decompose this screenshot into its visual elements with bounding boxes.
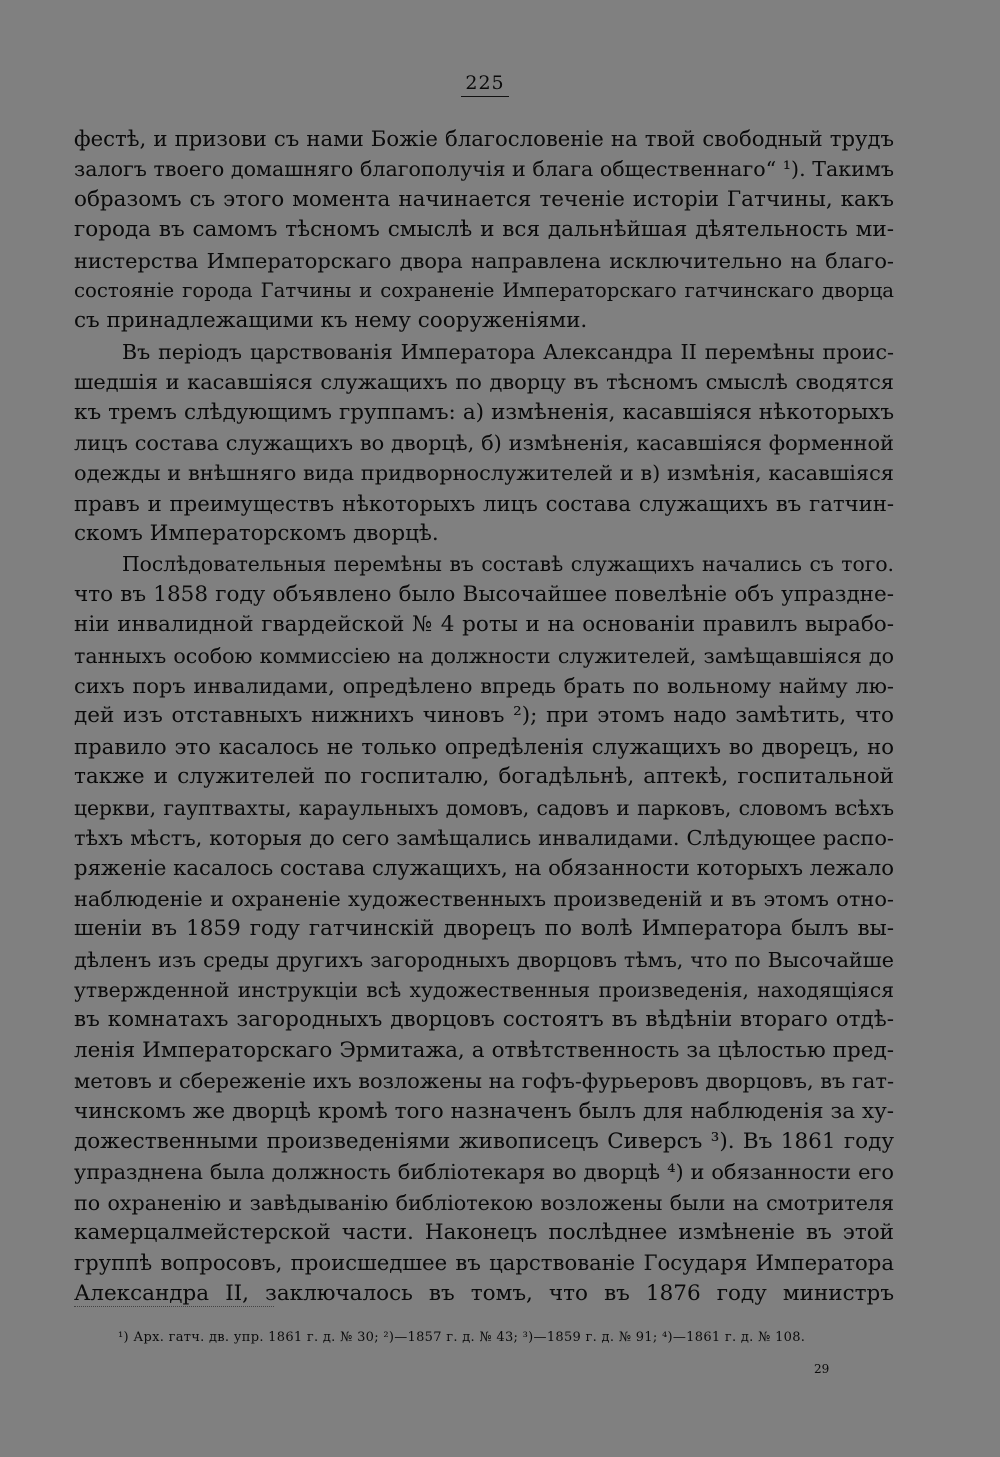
text-line: дожественными произведеніями живописецъ Сиверсъ ³). Въ 1861 году [74, 1128, 894, 1154]
text-line: шеніи въ 1859 году гатчинскій дворецъ по волѣ Императора былъ вы- [74, 916, 894, 942]
text-line: состояніе города Гатчины и сохраненіе Императорскаго гатчинскаго дворца [74, 278, 894, 302]
text-line: чинскомъ же дворцѣ кромѣ того назначенъ былъ для наблюденія за ху- [74, 1098, 894, 1124]
text-line: дѣленъ изъ среды другихъ загородныхъ дворцовъ тѣмъ, что по Высочайше [74, 947, 894, 972]
text-line: также и служителей по госпиталю, богадѣльнѣ, аптекѣ, госпитальной [74, 764, 894, 790]
text-line: метовъ и сбереженіе ихъ возложены на гофъ-фурьеровъ дворцовъ, въ гат- [74, 1069, 894, 1094]
text-line: Александра II, заключалось въ томъ, что въ 1876 году министръ [74, 1280, 894, 1306]
text-line: Послѣдовательныя перемѣны въ составѣ служащихъ начались съ того. [122, 552, 894, 577]
text-line: утвержденной инструкціи всѣ художественныя произведенія, находящіяся [74, 977, 894, 1002]
text-line: нистерства Императорскаго двора направлена исключительно на благо- [74, 248, 894, 273]
text-line: ленія Императорскаго Эрмитажа, а отвѣтственность за цѣлостью пред- [74, 1037, 894, 1063]
text-line: церкви, гауптвахты, караульныхъ домовъ, садовъ и парковъ, словомъ всѣхъ [74, 795, 894, 820]
text-line: къ тремъ слѣдующимъ группамъ: а) измѣненія, касавшіяся нѣкоторыхъ [74, 399, 894, 425]
footnote-divider [74, 1306, 274, 1307]
text-line: съ принадлежащими къ нему сооруженіями. [74, 308, 588, 334]
text-line: ряженіе касалось состава служащихъ, на обязанности которыхъ лежало [74, 855, 895, 881]
paragraph-2 [74, 337, 894, 550]
text-line: ніи инвалидной гвардейской № 4 роты и на основаніи правилъ вырабо- [74, 612, 894, 638]
text-line: залогъ твоего домашняго благополучія и блага общественнаго“ ¹). Такимъ [74, 157, 894, 182]
text-line: лицъ состава служащихъ во дворцѣ, б) измѣненія, касавшіяся форменной [74, 430, 894, 455]
text-line: шедшія и касавшіяся служащихъ по дворцу въ тѣсномъ смыслѣ сводятся [74, 370, 894, 395]
text-line: скомъ Императорскомъ дворцѣ. [74, 521, 439, 547]
body-text [74, 124, 894, 1309]
paragraph-3 [74, 549, 894, 1309]
paragraph-1 [74, 124, 894, 337]
text-line: въ комнатахъ загородныхъ дворцовъ состоятъ въ вѣдѣніи втораго отдѣ- [74, 1007, 894, 1033]
footnotes: ¹) Арх. гатч. дв. упр. 1861 г. д. № 30; ²)—1857 г. д. № 43; ³)—1859 г. д. № 91; ⁴)—1861 г. д. № 108. [118, 1330, 806, 1345]
text-line: Въ періодъ царствованія Императора Александра II перемѣны проис- [122, 339, 894, 364]
text-line: правило это касалось не только опредѣленія служащихъ во дворецъ, но [74, 733, 894, 759]
text-line: фестѣ, и призови съ нами Божіе благословеніе на твой свободный трудъ [74, 126, 894, 151]
text-line: тѣхъ мѣстъ, которыя до сего замѣщались инвалидами. Слѣдующее распо- [74, 825, 894, 850]
text-line: города въ самомъ тѣсномъ смыслѣ и вся дальнѣйшая дѣятельность ми- [74, 217, 894, 243]
text-line: что въ 1858 году объявлено было Высочайшее повелѣніе объ упраздне- [74, 581, 894, 607]
text-line: наблюденіе и охраненіе художественныхъ произведеній и въ этомъ отно- [74, 886, 894, 911]
text-line: группѣ вопросовъ, происшедшее въ царствованіе Государя Императора [74, 1250, 894, 1276]
printer-signature-mark: 29 [814, 1362, 830, 1376]
text-line: образомъ съ этого момента начинается теченіе исторіи Гатчины, какъ [74, 186, 894, 212]
text-line: правъ и преимуществъ нѣкоторыхъ лицъ состава служащихъ въ гатчин- [74, 490, 894, 516]
text-line: упразднена была должность библіотекаря во дворцѣ ⁴) и обязанности его [74, 1160, 894, 1185]
page-number: 225 [0, 72, 970, 94]
text-line: сихъ поръ инвалидами, опредѣлено впредь брать по вольному найму лю- [74, 674, 894, 699]
text-line: танныхъ особою коммиссіею на должности служителей, замѣщавшіяся до [74, 643, 894, 668]
text-line: одежды и внѣшняго вида придворнослужителей и в) измѣнія, касавшіяся [74, 461, 894, 486]
text-line: по охраненію и завѣдыванію библіотекою возложены были на смотрителя [74, 1190, 894, 1215]
text-line: дей изъ отставныхъ нижнихъ чиновъ ²); при этомъ надо замѣтить, что [74, 703, 894, 729]
text-line: камерцалмейстерской части. Наконецъ послѣднее измѣненіе въ этой [74, 1220, 894, 1246]
